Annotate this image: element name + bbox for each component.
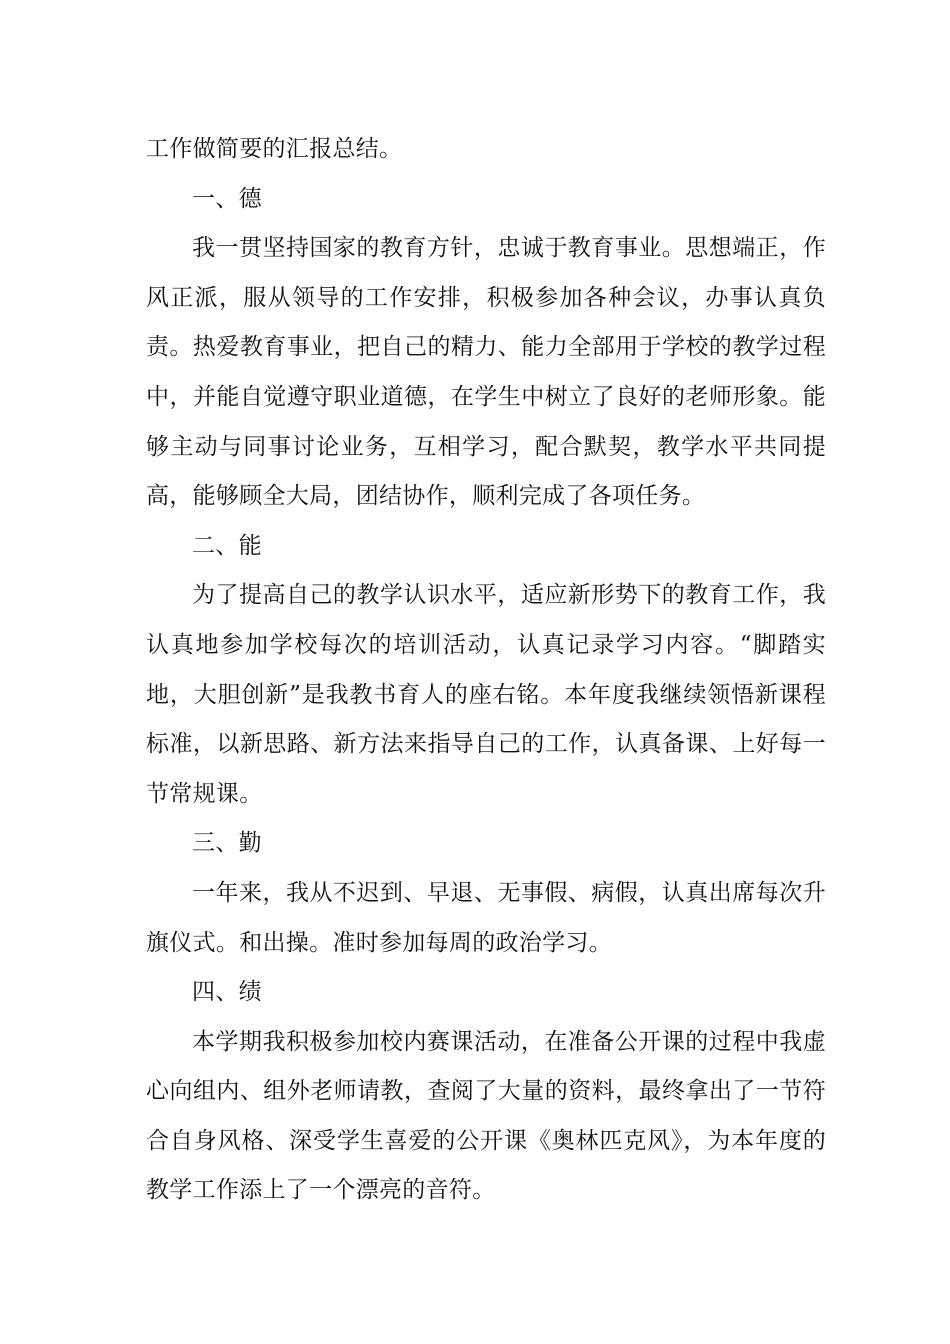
section-heading-neng: 二、能 (192, 532, 262, 559)
paragraph-qin: 一年来，我从不迟到、早退、无事假、病假，认真出席每次升旗仪式。和出操。准时参加每周的政治学习。 (146, 879, 826, 956)
paragraph-neng: 为了提高自己的教学认识水平，适应新形势下的教育工作，我认真地参加学校每次的培训活动，认真记录学习内容。“脚踏实地，大胆创新”是我教书育人的座右铭。本年度我继续领悟新课程标准，以新思路、新方法来指导自己的工作，认真备课、上好每一节常规课。 (146, 582, 826, 807)
section-heading-qin: 三、勤 (192, 830, 262, 857)
paragraph-de: 我一贯坚持国家的教育方针，忠诚于教育事业。思想端正，作风正派，服从领导的工作安排，积极参加各种会议，办事认真负责。热爱教育事业，把自己的精力、能力全部用于学校的教学过程中，并能自觉遵守职业道德，在学生中树立了良好的老师形象。能够主动与同事讨论业务，互相学习，配合默契，教学水平共同提高，能够顾全大局，团结协作，顺利完成了各项任务。 (146, 235, 826, 510)
document-page (146, 125, 826, 1216)
paragraph-ji: 本学期我积极参加校内赛课活动，在准备公开课的过程中我虚心向组内、组外老师请教，查阅了大量的资料，最终拿出了一节符合自身风格、深受学生喜爱的公开课《奥林匹克风》，为本年度的教学工作添上了一个漂亮的音符。 (146, 1028, 826, 1204)
section-heading-de: 一、德 (192, 185, 262, 212)
intro-paragraph: 工作做简要的汇报总结。 (146, 136, 403, 162)
section-heading-ji: 四、绩 (192, 979, 262, 1006)
